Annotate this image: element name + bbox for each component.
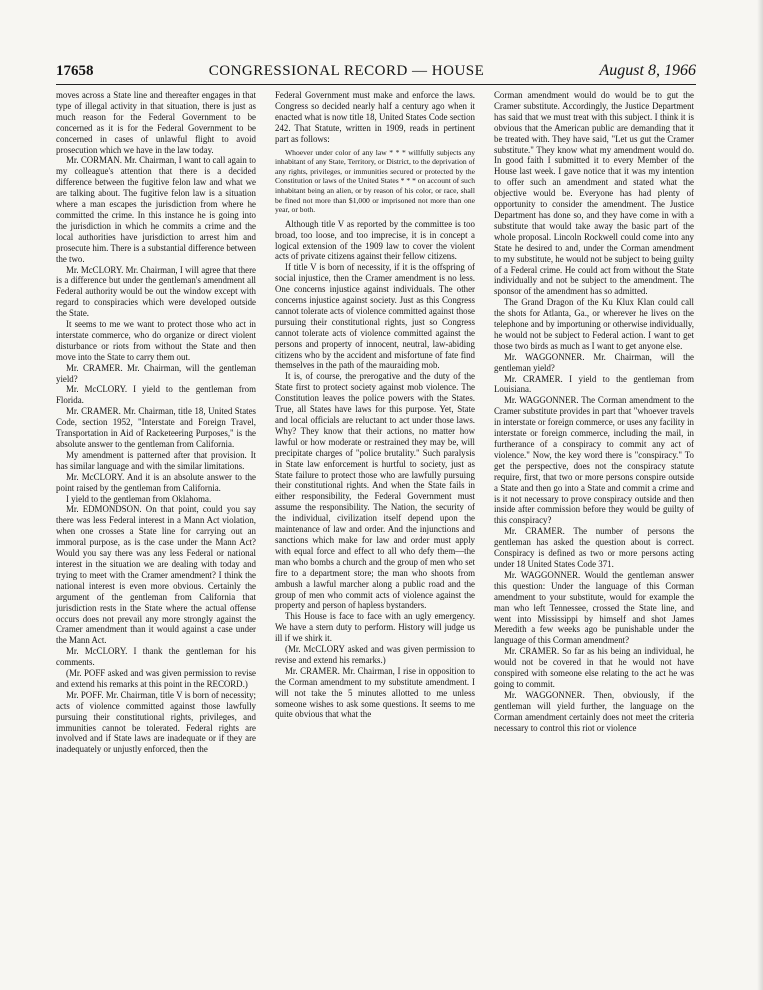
text-column-1 (56, 90, 256, 985)
paragraph: Mr. WAGGONNER. Would the gentleman answer this question: Under the language of this Corman amendment to your substitute, would for example the man who left Tennessee, crossed the State line, and went into Mississippi by himself and shot James Meredith a few weeks ago be punishable under the language of this Corman amendment? (494, 569, 694, 646)
paragraph: Mr. WAGGONNER. Mr. Chairman, will the gentleman yield? (494, 351, 694, 373)
text-column-3 (494, 90, 694, 985)
paragraph: Mr. WAGGONNER. Then, obviously, if the gentleman will yield further, the language on the Corman amendment certainly does not meet the criteria necessary to control this riot or violence (494, 689, 694, 733)
paragraph: Mr. CRAMER. Mr. Chairman, title 18, United States Code, section 1952, "Interstate and Foreign Travel, Transportation in Aid of Racketeering Purposes," is the absolute answer to the gentleman from California. (56, 406, 256, 449)
paragraph: The Grand Dragon of the Ku Klux Klan could call the shots for Atlanta, Ga., or wherever he lives on the telephone and by importuning or otherwise individually, he would not be subject to Federal action. I want to get those two birds as much as I want to get anyone else. (494, 297, 694, 351)
paragraph: Although title V as reported by the committee is too broad, too loose, and too imprecise, it is in concept a logical extension of the 1909 law to cover the violent acts of private citizens against their fellow citizens. (275, 218, 475, 262)
paragraph: Mr. McCLORY. I yield to the gentleman from Florida. (56, 384, 256, 406)
paragraph: My amendment is patterned after that provision. It has similar language and with the similar limitations. (56, 449, 256, 471)
paragraph: This House is face to face with an ugly emergency. We have a stern duty to perform. History will judge us ill if we shirk it. (275, 611, 475, 644)
publication-title: CONGRESSIONAL RECORD — HOUSE (208, 63, 485, 79)
paragraph: It is, of course, the prerogative and the duty of the State first to protect society against mob violence. The Constitution leaves the police powers with the States. True, all States have laws for this purpose. Yet, State and local officials are reluctant to act under those laws. Why? They know that their actions, no matter how lawful or how moderate or restrained they may be, will precipitate charges of "police brutality." Such paralysis in State law enforcement is hurtful to society, just as State failure to protect those who are lawfully pursuing their constitutional rights. And when the State fails in either responsibility, the Federal Government must assume the responsibility. The Nation, the security of the individual, civilization itself depend upon the maintenance of law and order. And the injunctions and sanctions which make for law and order must apply with equal force and effect to all who defy them—the man who bombs a church and the group of men who set fire to a department store; the man who shoots from ambush a lawful marcher along a public road and the group of men who commit acts of violence against the property and person of hapless bystanders. (275, 371, 475, 611)
paragraph: Mr. POFF. Mr. Chairman, title V is born of necessity; acts of violence committed against those lawfully pursuing their constitutional rights, privileges, and immunities cannot be tolerated. Federal rights are involved and if State laws are inadequate or if they are inadequately or unjustly enforced, then the (56, 689, 256, 755)
paragraph: It seems to me we want to protect those who act in interstate commerce, who do organize or direct violent disturbance or riots from without the State and then move into the State to carry them out. (56, 319, 256, 362)
block-quote: Whoever under color of any law * * * willfully subjects any inhabitant of any State, Territory, or District, to the deprivation of any rights, privileges, or immunities secured or protected by the Constitution or laws of the United States * * * on account of such inhabitant being an alien, or by reason of his color, or race, shall be fined not more than $1,000 or imprisoned not more than one year, or both. (275, 147, 475, 215)
paragraph: Mr. CRAMER. Mr. Chairman, will the gentleman yield? (56, 362, 256, 384)
paragraph: (Mr. McCLORY asked and was given permission to revise and extend his remarks.) (275, 644, 475, 665)
paragraph: Corman amendment would do would be to gut the Cramer substitute. Accordingly, the Justice Department has said that we must treat with this subject. I think it is obvious that the American public are demanding that it be treated with. They have said, "Let us gut the Cramer substitute." They know what my amendment would do. In good faith I submitted it to every Member of the House last week. I gave notice that it was my intention to offer such an amendment and stated what the objective would be. Everyone has had plenty of opportunity to consider the amendment. The Justice Department has done so, and they have come in with a substitute that would take away the basic part of the whole proposal. Lincoln Rockwell could come into any State he desired to and, under the Corman amendment to my substitute, he would not be subject to being guilty of a Federal crime. He could act from without the State individually and not be subject to the amendment. The sponsor of the amendment has so admitted. (494, 90, 694, 297)
paragraph: (Mr. POFF asked and was given permission to revise and extend his remarks at this point in the RECORD.) (56, 668, 256, 689)
publication-date: August 8, 1966 (599, 62, 696, 79)
paragraph: Mr. McCLORY. And it is an absolute answer to the point raised by the gentleman from California. (56, 471, 256, 493)
paragraph: Mr. EDMONDSON. On that point, could you say there was less Federal interest in a Mann Act violation, when one crosses a State line for carrying out an immoral purpose, as is the case under the Mann Act? Would you say there was any less Federal or national interest in the situation we are dealing with today and trying to meet with the Cramer amendment? I think the national interest is even more obvious. Certainly the argument of the gentleman from California that jurisdiction rests in the State where the actual offense occurs does not prevail any more strongly against the Cramer amendment than it would against a case under the Mann Act. (56, 504, 256, 646)
paragraph: Mr. McCLORY. I thank the gentleman for his comments. (56, 646, 256, 668)
paragraph: Mr. McCLORY. Mr. Chairman, I will agree that there is a difference but under the gentleman's amendment all Federal authority would be out the window except with regard to conspiracies which were developed outside the State. (56, 264, 256, 319)
text-column-2 (275, 90, 475, 985)
page-header (56, 62, 696, 85)
paragraph: moves across a State line and thereafter engages in that type of illegal activity in that situation, there is just as much reason for the Federal Government to be concerned as it is for the Federal Government to be concerned in cases of unlawful flight to avoid prosecution which we have in the law today. (56, 90, 256, 155)
scan-edge-shadow (757, 0, 763, 990)
paragraph: Mr. CORMAN. Mr. Chairman, I want to call again to my colleague's attention that there is a decided difference between the fugitive felon law and what we are talking about. The fugitive felon law is a situation where a man escapes the jurisdiction from where he committed the crime. In this instance he is going into the jurisdiction in which he commits a crime and the local authorities have jurisdiction to arrest him and prosecute him. There is a substantial difference between the two. (56, 155, 256, 264)
paragraph: Mr. CRAMER. So far as his being an individual, he would not be covered in that he would not have conspired with someone else relating to the act he was going to commit. (494, 646, 694, 689)
paragraph: Mr. CRAMER. Mr. Chairman, I rise in opposition to the Corman amendment to my substitute amendment. I will not take the 5 minutes allotted to me unless someone wishes to ask some questions. It seems to me quite obvious that what the (275, 665, 475, 720)
paragraph: If title V is born of necessity, if it is the offspring of social injustice, then the Cramer amendment is no less. One concerns injustice against individuals. The other concerns injustice against society. Just as this Congress cannot tolerate acts of violence committed against those pursuing their constitutional rights, just so Congress cannot tolerate acts of violence committed against the persons and property of innocent, neutral, law-abiding citizens who by the accident and misfortune of fate find themselves in the path of the mauraiding mob. (275, 262, 475, 371)
paragraph: Mr. WAGGONNER. The Corman amendment to the Cramer substitute provides in part that "whoever travels in interstate or foreign commerce, or uses any facility in interstate or foreign commerce, including the mail, in furtherance of a conspiracy to commit any act of violence." Now, the key word there is "conspiracy." To get the perspective, does not the conspiracy statute require, first, that two or more persons conspire outside a State and then go into a State and commit a crime and is it not necessary to prove conspiracy outside and then inside after commission before they would be guilty of this conspiracy? (494, 395, 694, 526)
page-number: 17658 (56, 63, 94, 79)
paragraph: Federal Government must make and enforce the laws. Congress so decided nearly half a century ago when it enacted what is now title 18, United States Code section 242. That Statute, written in 1909, reads in pertinent part as follows: (275, 90, 475, 144)
paragraph: I yield to the gentleman from Oklahoma. (66, 493, 212, 504)
paragraph: Mr. CRAMER. I yield to the gentleman from Louisiana. (494, 373, 694, 395)
paragraph: Mr. CRAMER. The number of persons the gentleman has asked the question about is correct. Conspiracy is defined as two or more persons acting under 18 United States Code 371. (494, 526, 694, 569)
